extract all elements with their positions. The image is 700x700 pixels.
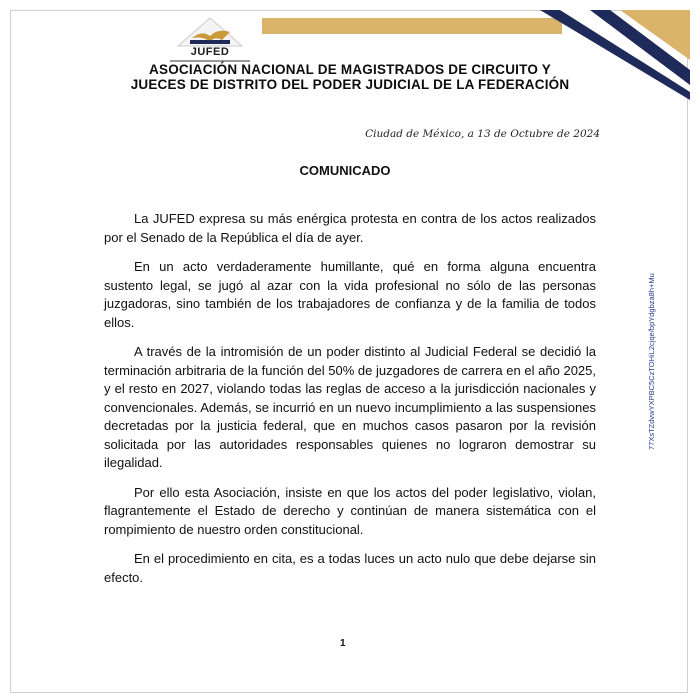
paragraph: En el procedimiento en cita, es a todas luces un acto nulo que debe dejarse sin efecto. <box>104 551 596 585</box>
logo-emblem-icon <box>162 16 258 48</box>
document-body <box>104 210 596 598</box>
paragraph: A través de la intromisión de un poder distinto al Judicial Federal se decidió la terminación arbitraria de la función del 50% de juzgadores de carrera en el año 2025, y el resto en 2027, violando todas las reglas de acceso a la jurisdicción nacionales y convencionales. Además, se incurrió en un nuevo incumplimiento a las suspensiones decretadas por la justicia federal, que en muchos casos pasaron por la revisión solicitada por las autoridades responsables quienes no lograron demostrar su ilegalidad. <box>104 344 596 470</box>
signature-code: 77XsTZdvwYXPBC5CzTOHiL2cjqe/bpYdgbza8h+Mu <box>647 273 656 450</box>
document-heading: COMUNICADO <box>299 163 391 178</box>
paragraph: En un acto verdaderamente humillante, qué en forma alguna encuentra sustento legal, se jugó al azar con la vida profesional no sólo de las personas juzgadoras, sino también de los trabajadores de confianza y de la familia de todos ellos. <box>104 259 596 330</box>
jufed-logo <box>162 16 258 66</box>
paragraph: La JUFED expresa su más enérgica protesta en contra de los actos realizados por el Senado de la República el día de ayer. <box>104 211 596 245</box>
org-title-line-2: JUECES DE DISTRITO DEL PODER JUDICIAL DE LA FEDERACIÓN <box>130 77 570 92</box>
logo-text: JUFED <box>190 46 230 58</box>
document-date: Ciudad de México, a 13 de Octubre de 2024 <box>365 128 600 140</box>
page-number: 1 <box>340 638 346 649</box>
header-gold-bar <box>262 18 562 34</box>
org-title-line-1: ASOCIACIÓN NACIONAL DE MAGISTRADOS DE CIRCUITO Y <box>149 62 551 77</box>
organization-title <box>60 62 640 92</box>
paragraph: Por ello esta Asociación, insiste en que los actos del poder legislativo, violan, flagrantemente el Estado de derecho y continúan de manera sistemática con el rompimiento de nuestro orden constitucional. <box>104 484 596 537</box>
